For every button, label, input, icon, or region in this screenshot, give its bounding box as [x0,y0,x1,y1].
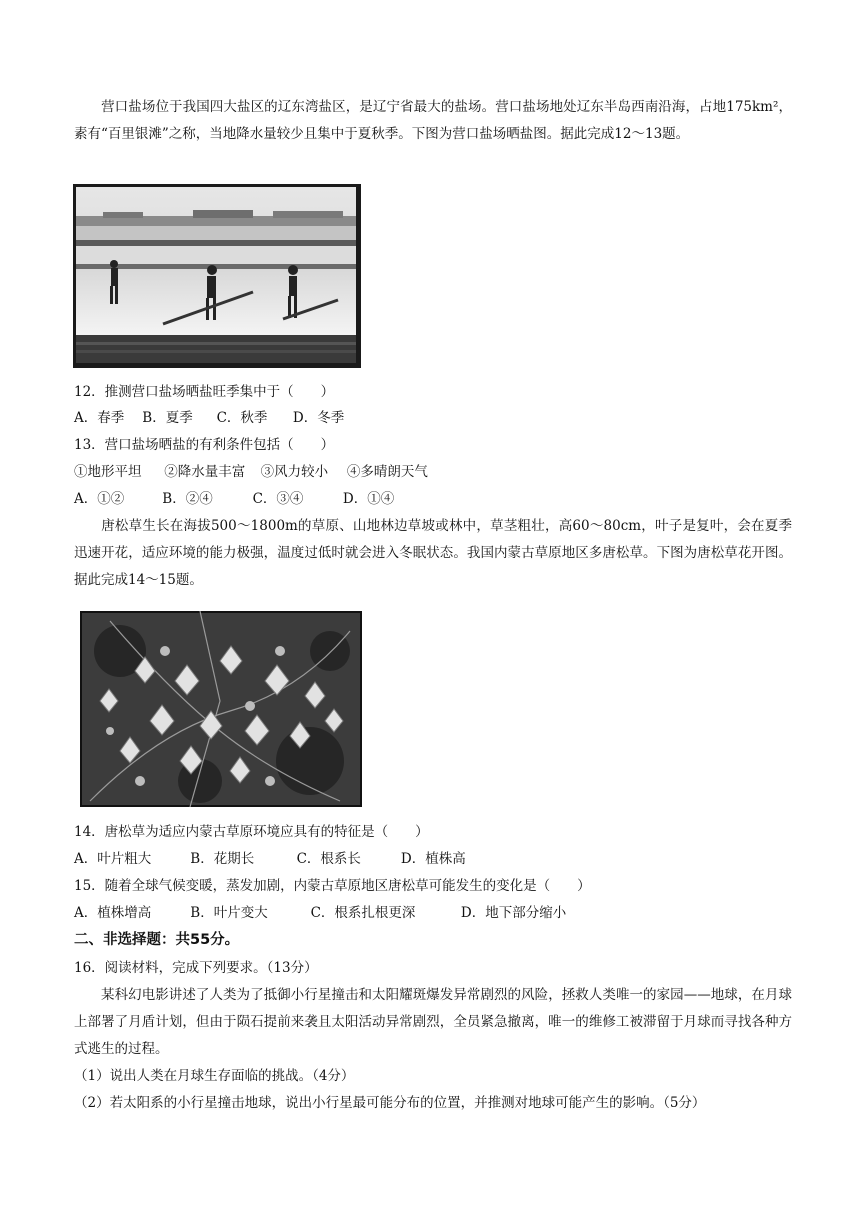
option-d[interactable]: D．冬季 [292,410,345,426]
question-15-stem: 15．随着全球气候变暖，蒸发加剧，内蒙古草原地区唐松草可能发生的变化是（ ） [74,878,591,894]
option-d[interactable]: D．地下部分缩小 [460,905,567,921]
option-c[interactable]: C．③④ [252,491,304,507]
question-13-options [74,489,394,509]
condition-4: ④多晴朗天气 [346,464,428,480]
salt-field-photo [73,184,361,368]
passage-thalictrum: 唐松草生长在海拔500～1800m的草原、山地林边草坡或林中，草茎粗壮，高60～80cm，叶子是复叶，会在夏季迅速开花，适应环境的能力极强，温度过低时就会进入冬眠状态。我国内蒙古草原地区多唐松草。下图为唐松草花开图。据此完成14～15题。 [74,518,792,588]
option-d[interactable]: D．植株高 [400,851,466,867]
question-14-stem: 14．唐松草为适应内蒙古草原环境应具有的特征是（ ） [74,824,429,840]
condition-2: ②降水量丰富 [164,464,246,480]
question-16-sub-2: （2）若太阳系的小行星撞击地球，说出小行星最可能分布的位置，并推测对地球可能产生的影响。（5分） [74,1095,706,1111]
passage-salt-field: 营口盐场位于我国四大盐区的辽东湾盐区，是辽宁省最大的盐场。营口盐场地处辽东半岛西南沿海，占地175km²，素有“百里银滩”之称，当地降水量较少且集中于夏秋季。下图为营口盐场晒盐图。据此完成12～13题。 [74,99,792,142]
option-c[interactable]: C．根系长 [296,851,361,867]
option-b[interactable]: B．夏季 [142,410,193,426]
question-16-stem: 16．阅读材料，完成下列要求。（13分） [74,960,318,976]
question-14-options [74,849,466,869]
option-a[interactable]: A．①② [74,491,125,507]
thalictrum-flower-photo [80,611,362,807]
option-c[interactable]: C．根系扎根更深 [310,905,416,921]
condition-1: ①地形平坦 [74,464,142,480]
question-15-options [74,903,566,923]
question-12-options [74,408,344,428]
option-b[interactable]: B．花期长 [190,851,255,867]
option-c[interactable]: C．秋季 [216,410,268,426]
option-b[interactable]: B．叶片变大 [190,905,268,921]
option-a[interactable]: A．叶片粗大 [74,851,152,867]
question-13-stem: 13．营口盐场晒盐的有利条件包括（ ） [74,437,335,453]
question-16-material: 某科幻电影讲述了人类为了抵御小行星撞击和太阳耀斑爆发异常剧烈的风险，拯救人类唯一的家园——地球，在月球上部署了月盾计划，但由于陨石提前来袭且太阳活动异常剧烈，全员紧急撤离，唯一的维修工被滞留于月球而寻找各种方式逃生的过程。 [74,987,792,1057]
option-b[interactable]: B．②④ [162,491,213,507]
question-13-conditions [74,462,428,482]
option-a[interactable]: A．植株增高 [74,905,152,921]
condition-3: ③风力较小 [260,464,329,480]
option-d[interactable]: D．①④ [342,491,395,507]
section-2-heading: 二、非选择题：共55分。 [74,932,240,948]
question-16-sub-1: （1）说出人类在月球生存面临的挑战。（4分） [74,1068,355,1084]
question-12-stem: 12．推测营口盐场晒盐旺季集中于（ ） [74,384,335,400]
option-a[interactable]: A．春季 [74,410,125,426]
